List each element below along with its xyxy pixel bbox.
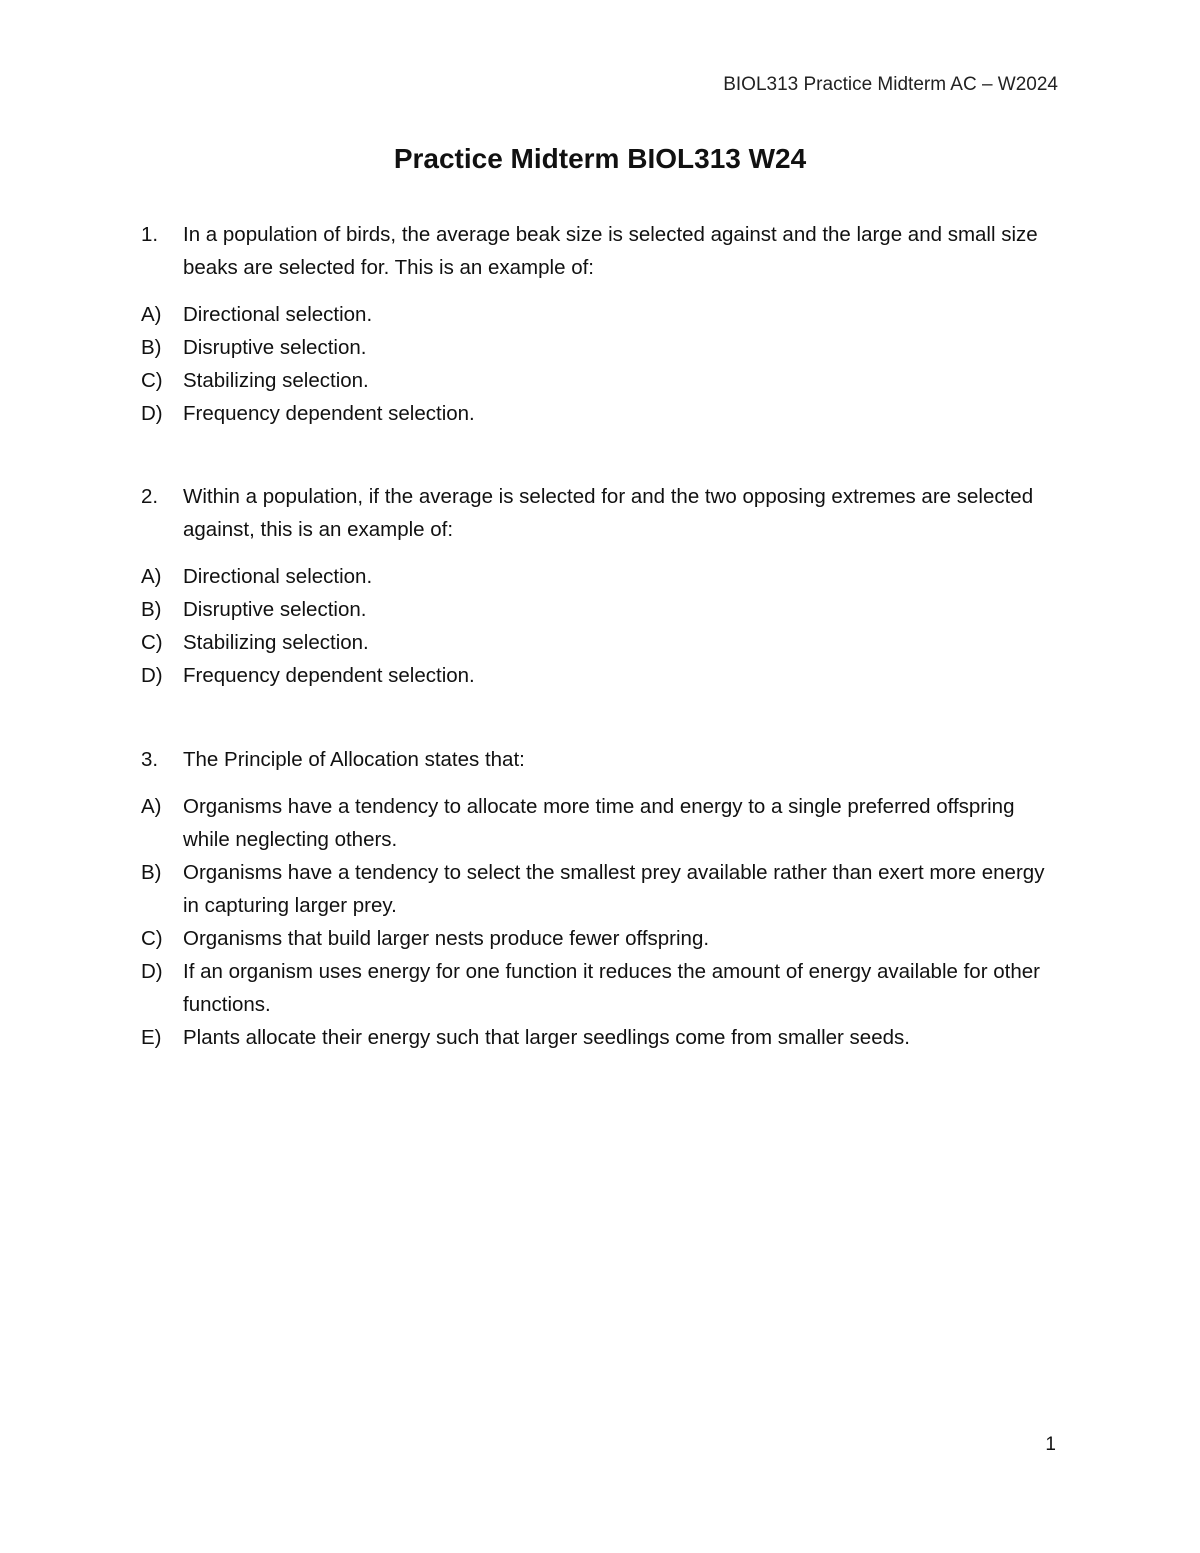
running-header: BIOL313 Practice Midterm AC – W2024	[723, 74, 1058, 95]
option-letter: A)	[141, 565, 162, 588]
option-text: Frequency dependent selection.	[183, 664, 475, 687]
option-text: Frequency dependent selection.	[183, 402, 475, 425]
question-number: 2.	[141, 485, 159, 508]
option-list	[141, 560, 1061, 692]
option-letter: D)	[141, 960, 163, 983]
option-letter: E)	[141, 1026, 162, 1049]
option-list	[141, 298, 1061, 430]
question-text: Within a population, if the average is selected for and the two opposing extremes are selected against, this is an example of:	[183, 485, 1034, 541]
option-text: Organisms that build larger nests produce fewer offspring.	[183, 927, 710, 950]
option-letter: D)	[141, 402, 163, 425]
question-stem	[141, 480, 1061, 546]
question-stem	[141, 743, 1061, 776]
option-item	[141, 298, 1061, 331]
question-3	[141, 743, 1061, 1054]
option-text: If an organism uses energy for one function it reduces the amount of energy available for other functions.	[183, 960, 1040, 1016]
question-text: The Principle of Allocation states that:	[183, 748, 525, 771]
option-letter: C)	[141, 631, 163, 654]
option-text: Directional selection.	[183, 565, 373, 588]
option-item	[141, 922, 1061, 955]
option-item	[141, 790, 1061, 856]
option-item	[141, 331, 1061, 364]
question-text: In a population of birds, the average beak size is selected against and the large and small size beaks are selected for. This is an example of:	[183, 223, 1038, 279]
option-letter: A)	[141, 795, 162, 818]
option-text: Directional selection.	[183, 303, 373, 326]
option-letter: B)	[141, 861, 162, 884]
question-number: 1.	[141, 223, 159, 246]
option-text: Plants allocate their energy such that larger seedlings come from smaller seeds.	[183, 1026, 910, 1049]
question-2	[141, 480, 1061, 692]
option-item	[141, 955, 1061, 1021]
option-letter: C)	[141, 369, 163, 392]
page-number: 1	[1045, 1434, 1056, 1455]
option-item	[141, 593, 1061, 626]
option-letter: B)	[141, 598, 162, 621]
option-letter: D)	[141, 664, 163, 687]
option-text: Organisms have a tendency to allocate more time and energy to a single preferred offspring while neglecting others.	[183, 795, 1015, 851]
option-text: Disruptive selection.	[183, 598, 367, 621]
option-item	[141, 626, 1061, 659]
option-item	[141, 364, 1061, 397]
option-text: Organisms have a tendency to select the smallest prey available rather than exert more energy in capturing larger prey.	[183, 861, 1045, 917]
page-title: Practice Midterm BIOL313 W24	[393, 143, 807, 174]
option-item	[141, 856, 1061, 922]
option-letter: B)	[141, 336, 162, 359]
option-list	[141, 790, 1061, 1054]
option-item	[141, 659, 1061, 692]
option-letter: C)	[141, 927, 163, 950]
question-stem	[141, 218, 1061, 284]
option-item	[141, 560, 1061, 593]
option-text: Disruptive selection.	[183, 336, 367, 359]
option-text: Stabilizing selection.	[183, 369, 369, 392]
option-letter: A)	[141, 303, 162, 326]
option-text: Stabilizing selection.	[183, 631, 369, 654]
question-number: 3.	[141, 748, 159, 771]
option-item	[141, 1021, 1061, 1054]
option-item	[141, 397, 1061, 430]
question-1	[141, 218, 1061, 430]
